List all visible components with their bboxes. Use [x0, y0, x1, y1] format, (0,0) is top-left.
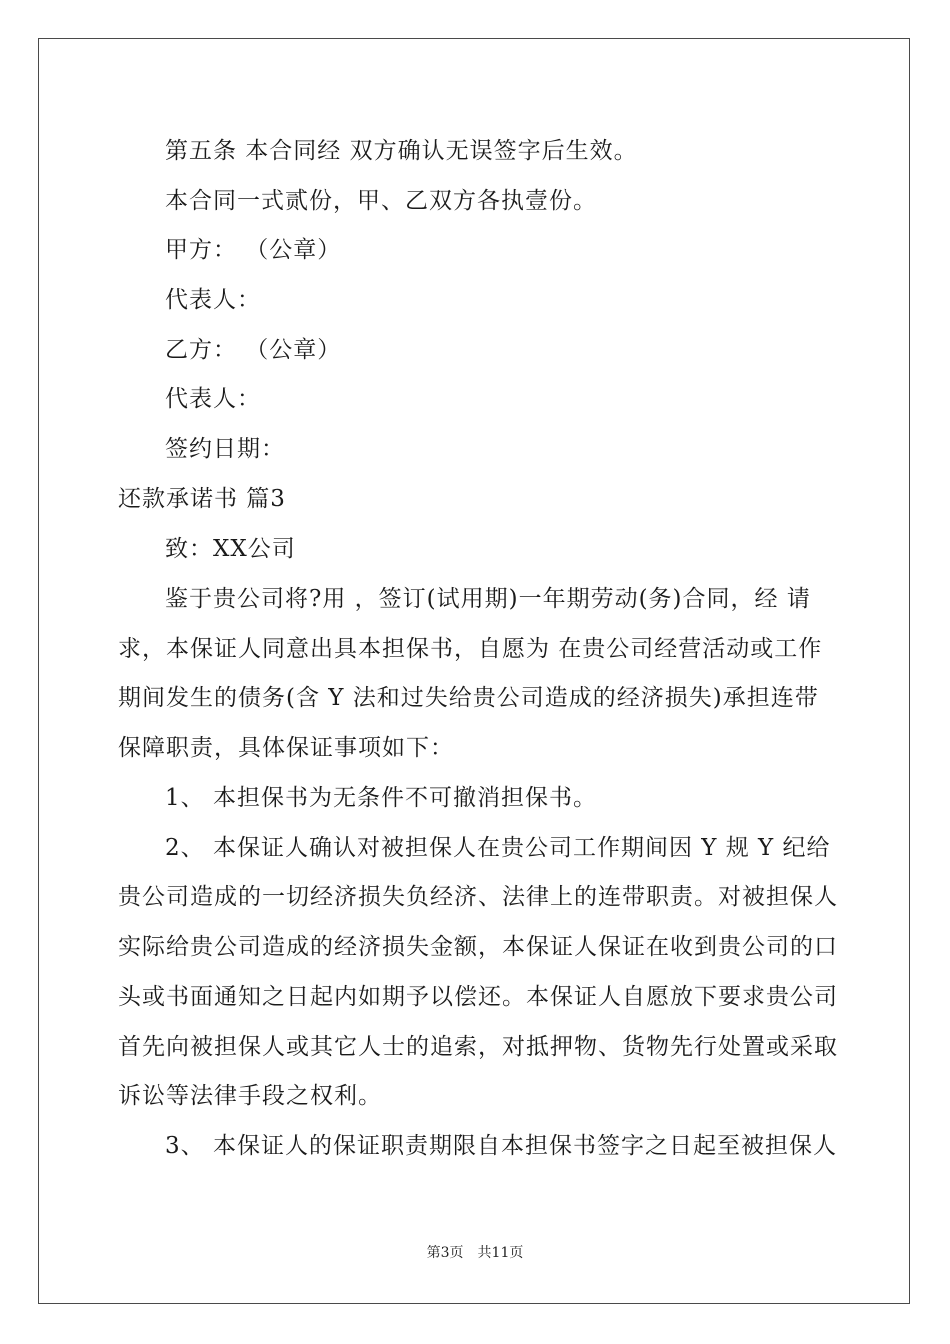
item-2-line: 贵公司造成的一切经济损失负经济、法律上的连带职责。对被担保人 [118, 884, 838, 910]
item-3-line: 3、 本保证人的保证职责期限自本担保书签字之日起至被担保人 [165, 1133, 837, 1159]
body-paragraph-line: 保障职责，具体保证事项如下： [118, 735, 454, 761]
party-a-line: 甲方： （公章） [165, 237, 342, 263]
representative-a-line: 代表人： [165, 287, 261, 313]
page-border [38, 38, 910, 1304]
page-footer [0, 1243, 950, 1263]
copies-text: 本合同一式贰份，甲、乙双方各执壹份。 [165, 188, 597, 214]
party-b-line: 乙方： （公章） [165, 337, 342, 363]
item-2-line: 头或书面通知之日起内如期予以偿还。本保证人自愿放下要求贵公司 [118, 984, 838, 1010]
signing-date-line: 签约日期： [165, 436, 285, 462]
item-2-line: 首先向被担保人或其它人士的追索，对抵押物、货物先行处置或采取 [118, 1034, 838, 1060]
page-total: 共11页 [477, 1245, 524, 1261]
item-2-line: 实际给贵公司造成的经济损失金额，本保证人保证在收到贵公司的口 [118, 934, 838, 960]
section-heading: 还款承诺书 篇3 [118, 486, 286, 512]
page-number: 第3页 [426, 1245, 464, 1261]
addressee-line: 致：XX公司 [165, 536, 296, 562]
item-2-line: 2、 本保证人确认对被担保人在贵公司工作期间因 Y 规 Y 纪给 [165, 835, 831, 861]
representative-b-line: 代表人： [165, 386, 261, 412]
body-paragraph-line: 鉴于贵公司将?用 ，签订(试用期)一年期劳动(务)合同，经 请 [165, 586, 811, 612]
body-paragraph-line: 期间发生的债务(含 Y 法和过失给贵公司造成的经济损失)承担连带 [118, 685, 819, 711]
item-1-line: 1、 本担保书为无条件不可撤消担保书。 [165, 785, 597, 811]
clause-5-text: 第五条 本合同经 双方确认无误签字后生效。 [165, 138, 638, 164]
body-paragraph-line: 求，本保证人同意出具本担保书，自愿为 在贵公司经营活动或工作 [118, 636, 823, 662]
item-2-line: 诉讼等法律手段之权利。 [118, 1083, 382, 1109]
